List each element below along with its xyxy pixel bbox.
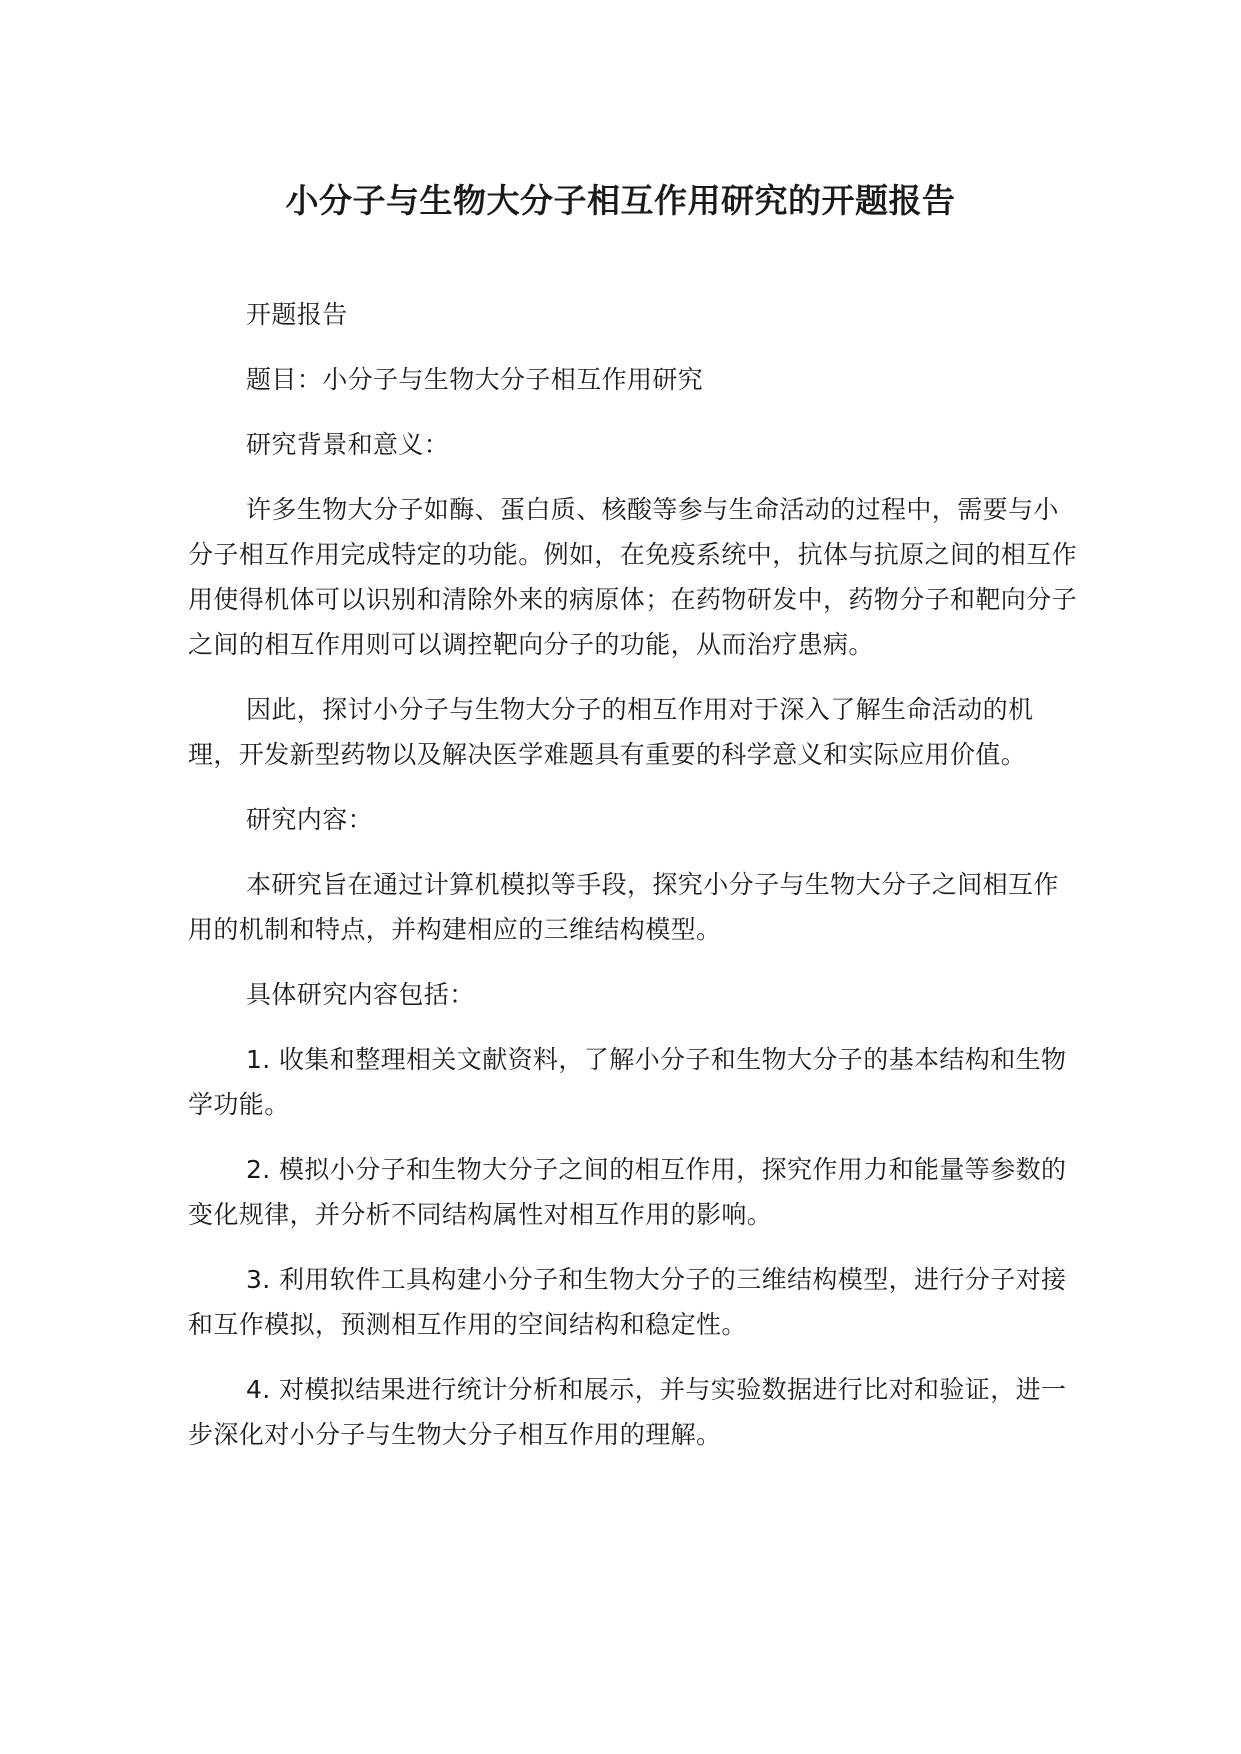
paragraph-background-1: 许多生物大分子如酶、蛋白质、核酸等参与生命活动的过程中，需要与小分子相互作用完成特定的功能。例如，在免疫系统中，抗体与抗原之间的相互作用使得机体可以识别和清除外来的病原体；在药物研发中，药物分子和靶向分子之间的相互作用则可以调控靶向分子的功能，从而治疗患病。: [188, 495, 1078, 659]
paragraph-topic: 题目：小分子与生物大分子相互作用研究: [246, 365, 704, 394]
paragraph-item-1: 1. 收集和整理相关文献资料，了解小分子和生物大分子的基本结构和生物学功能。: [188, 1045, 1067, 1119]
paragraph-content-list-heading: 具体研究内容包括：: [246, 980, 475, 1009]
paragraph-background-2: 因此，探讨小分子与生物大分子的相互作用对于深入了解生命活动的机理，开发新型药物以及解决医学难题具有重要的科学意义和实际应用价值。: [188, 695, 1034, 769]
paragraph-background-heading: 研究背景和意义：: [246, 430, 450, 459]
paragraph-item-4: 4. 对模拟结果进行统计分析和展示，并与实验数据进行比对和验证，进一步深化对小分子与生物大分子相互作用的理解。: [188, 1375, 1067, 1449]
paragraph-report-label: 开题报告: [246, 300, 348, 329]
paragraph-content-heading: 研究内容：: [246, 805, 374, 834]
paragraph-item-3: 3. 利用软件工具构建小分子和生物大分子的三维结构模型，进行分子对接和互作模拟，预测相互作用的空间结构和稳定性。: [188, 1265, 1067, 1339]
paragraph-item-2: 2. 模拟小分子和生物大分子之间的相互作用，探究作用力和能量等参数的变化规律，并分析不同结构属性对相互作用的影响。: [188, 1155, 1067, 1229]
document-title: 小分子与生物大分子相互作用研究的开题报告: [285, 181, 956, 220]
document-body: [188, 292, 1078, 1477]
paragraph-content-intro: 本研究旨在通过计算机模拟等手段，探究小分子与生物大分子之间相互作用的机制和特点，并构建相应的三维结构模型。: [188, 870, 1059, 944]
